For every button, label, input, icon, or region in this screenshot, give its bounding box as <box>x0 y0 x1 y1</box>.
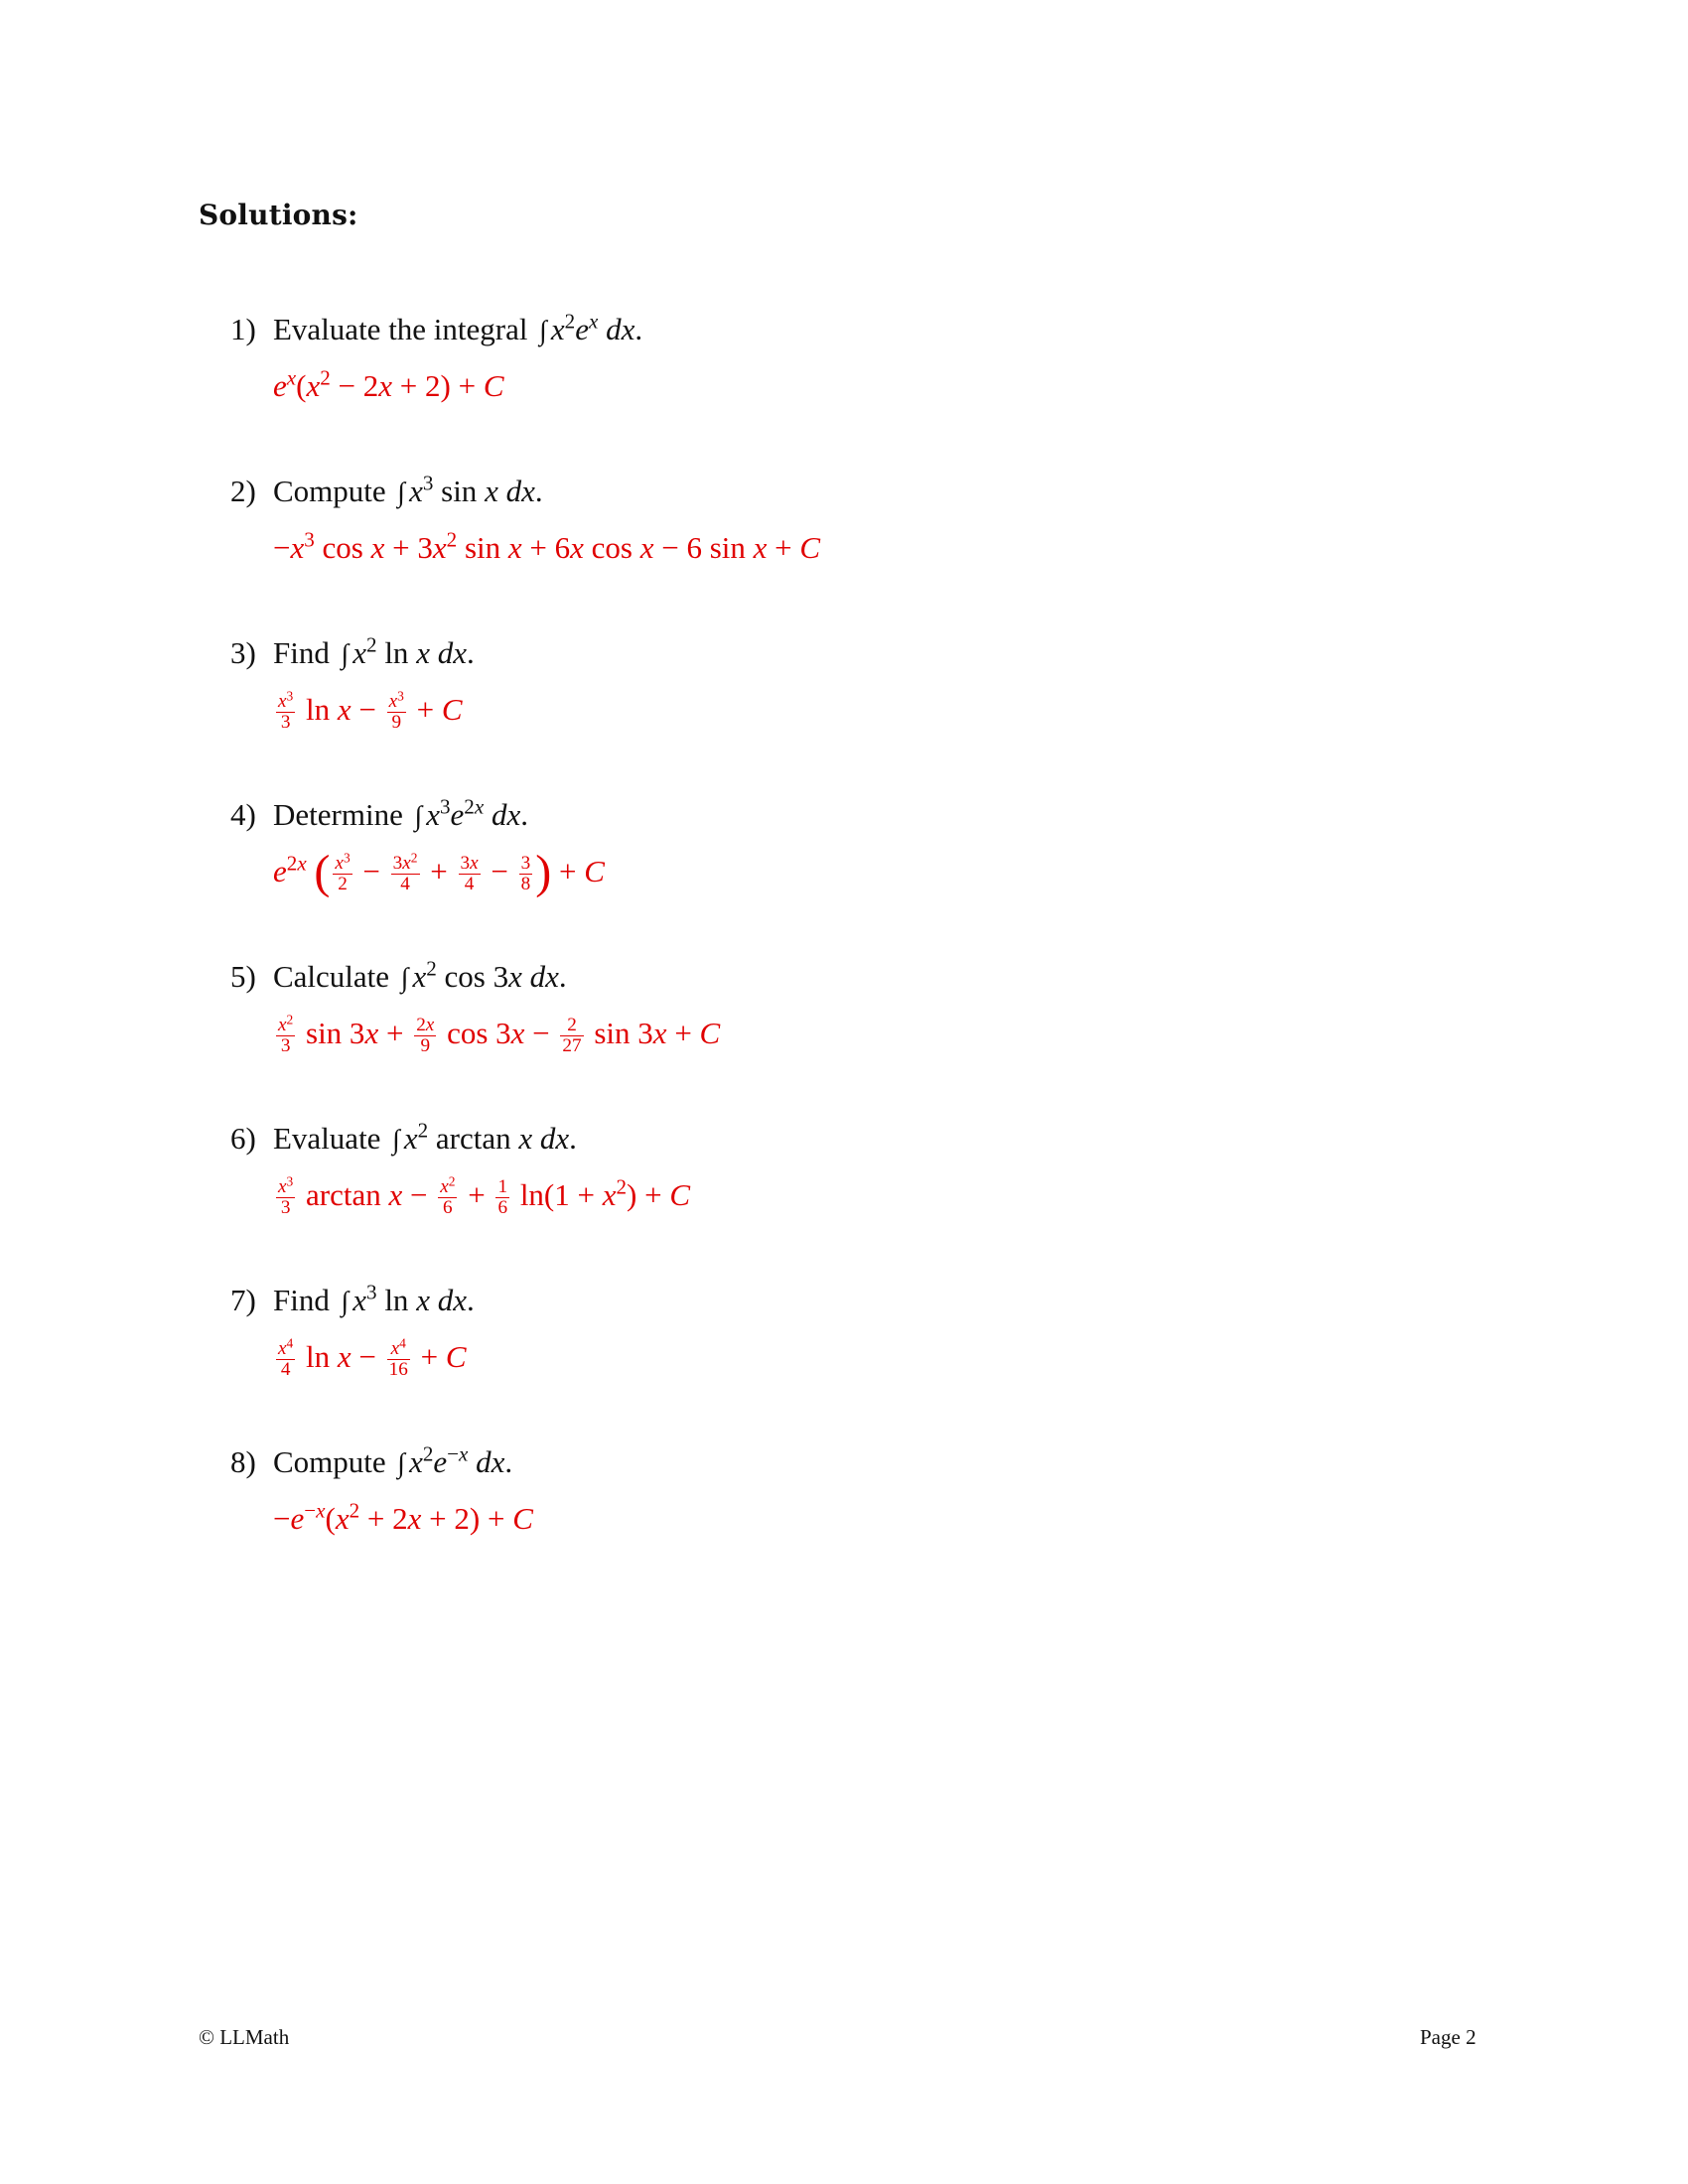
question-verb: Find <box>273 635 330 670</box>
integral-sign: ∫ <box>341 639 350 670</box>
answer: $e^{2x}$ ( $\frac{x^3}{2}$ − $\frac{3x^2}{4}$ + $\frac{3x}{4}$ − $\frac{3}{8}$ ) + C <box>273 845 605 898</box>
question-verb: Find <box>273 1283 330 1317</box>
question-verb: Compute <box>273 1444 386 1479</box>
problem-number: 4) <box>230 797 256 832</box>
question <box>230 1281 1422 1322</box>
question-verb: Determine <box>273 797 403 832</box>
integrand: $x^2$ ln x dx. <box>352 632 475 670</box>
footer-copyright: © LLMath <box>199 2025 290 2049</box>
question <box>230 957 1422 999</box>
problem-8 <box>230 1442 1422 1540</box>
integral-sign: ∫ <box>397 478 406 508</box>
integrand: $x^2e^x$ dx. <box>550 309 643 346</box>
page-heading: Solutions: <box>199 199 358 231</box>
problem-number: 2) <box>230 474 256 508</box>
problem-2 <box>230 472 1422 569</box>
problem-1 <box>230 310 1422 407</box>
problem-number: 5) <box>230 959 256 994</box>
question <box>230 795 1422 837</box>
integrand: $x^2$ cos 3x dx. <box>412 956 567 994</box>
question-verb: Evaluate the integral <box>273 312 528 346</box>
problem-6 <box>230 1119 1422 1218</box>
problem-3 <box>230 633 1422 733</box>
question-verb: Calculate <box>273 959 390 994</box>
question <box>230 633 1422 675</box>
integrand: $x^2e^{-x}$ dx. <box>409 1441 513 1479</box>
problem-number: 1) <box>230 312 256 346</box>
problem-4 <box>230 794 1422 898</box>
integral-sign: ∫ <box>397 1448 406 1479</box>
question <box>230 1119 1422 1160</box>
problem-7 <box>230 1281 1422 1380</box>
answer: $-x^3$ $\cos x + 3x^2$ sin x + 6x cos x − 6 sin x + C <box>273 527 821 565</box>
answer: $\frac{x^4}{4}$ ln x − $\frac{x^4}{16}$ + C <box>278 1335 467 1381</box>
integral-sign: ∫ <box>341 1287 350 1317</box>
answer: $\frac{x^3}{3}$ ln x − $\frac{x^3}{9}$ + C <box>278 688 463 734</box>
problem-number: 8) <box>230 1444 256 1479</box>
question <box>230 472 1422 513</box>
integral-sign: ∫ <box>392 1125 400 1156</box>
question <box>230 310 1422 351</box>
answer: $\frac{x^2}{3}$ sin 3x + $\frac{2x}{9}$ cos 3x − $\frac{2}{27}$ sin 3x + C <box>278 1012 721 1057</box>
integrand: $x^3e^{2x}$ dx. <box>426 794 528 832</box>
integrand: $x^2$ arctan x dx. <box>403 1118 577 1156</box>
problem-number: 6) <box>230 1121 256 1156</box>
question-verb: Compute <box>273 474 386 508</box>
integral-sign: ∫ <box>414 801 423 832</box>
answer: $\frac{x^3}{3}$ arctan x − $\frac{x^2}{6}$ + $\frac{1}{6}$ $\ln(1 + x^2) + C$ <box>278 1173 691 1219</box>
problem-number: 7) <box>230 1283 256 1317</box>
integral-sign: ∫ <box>539 316 547 346</box>
integral-sign: ∫ <box>400 963 409 994</box>
integrand: $x^3$ ln x dx. <box>352 1280 475 1317</box>
footer-page-number: Page 2 <box>1420 2025 1477 2049</box>
question <box>230 1442 1422 1484</box>
answer: $e^x(x^2 - 2x + 2) + C$ <box>273 365 504 403</box>
question-verb: Evaluate <box>273 1121 381 1156</box>
problem-number: 3) <box>230 635 256 670</box>
problem-5 <box>230 957 1422 1056</box>
integrand: $x^3$ sin x dx. <box>409 471 543 508</box>
answer: $-e^{-x}(x^2 + 2x + 2) + C$ <box>273 1498 533 1536</box>
